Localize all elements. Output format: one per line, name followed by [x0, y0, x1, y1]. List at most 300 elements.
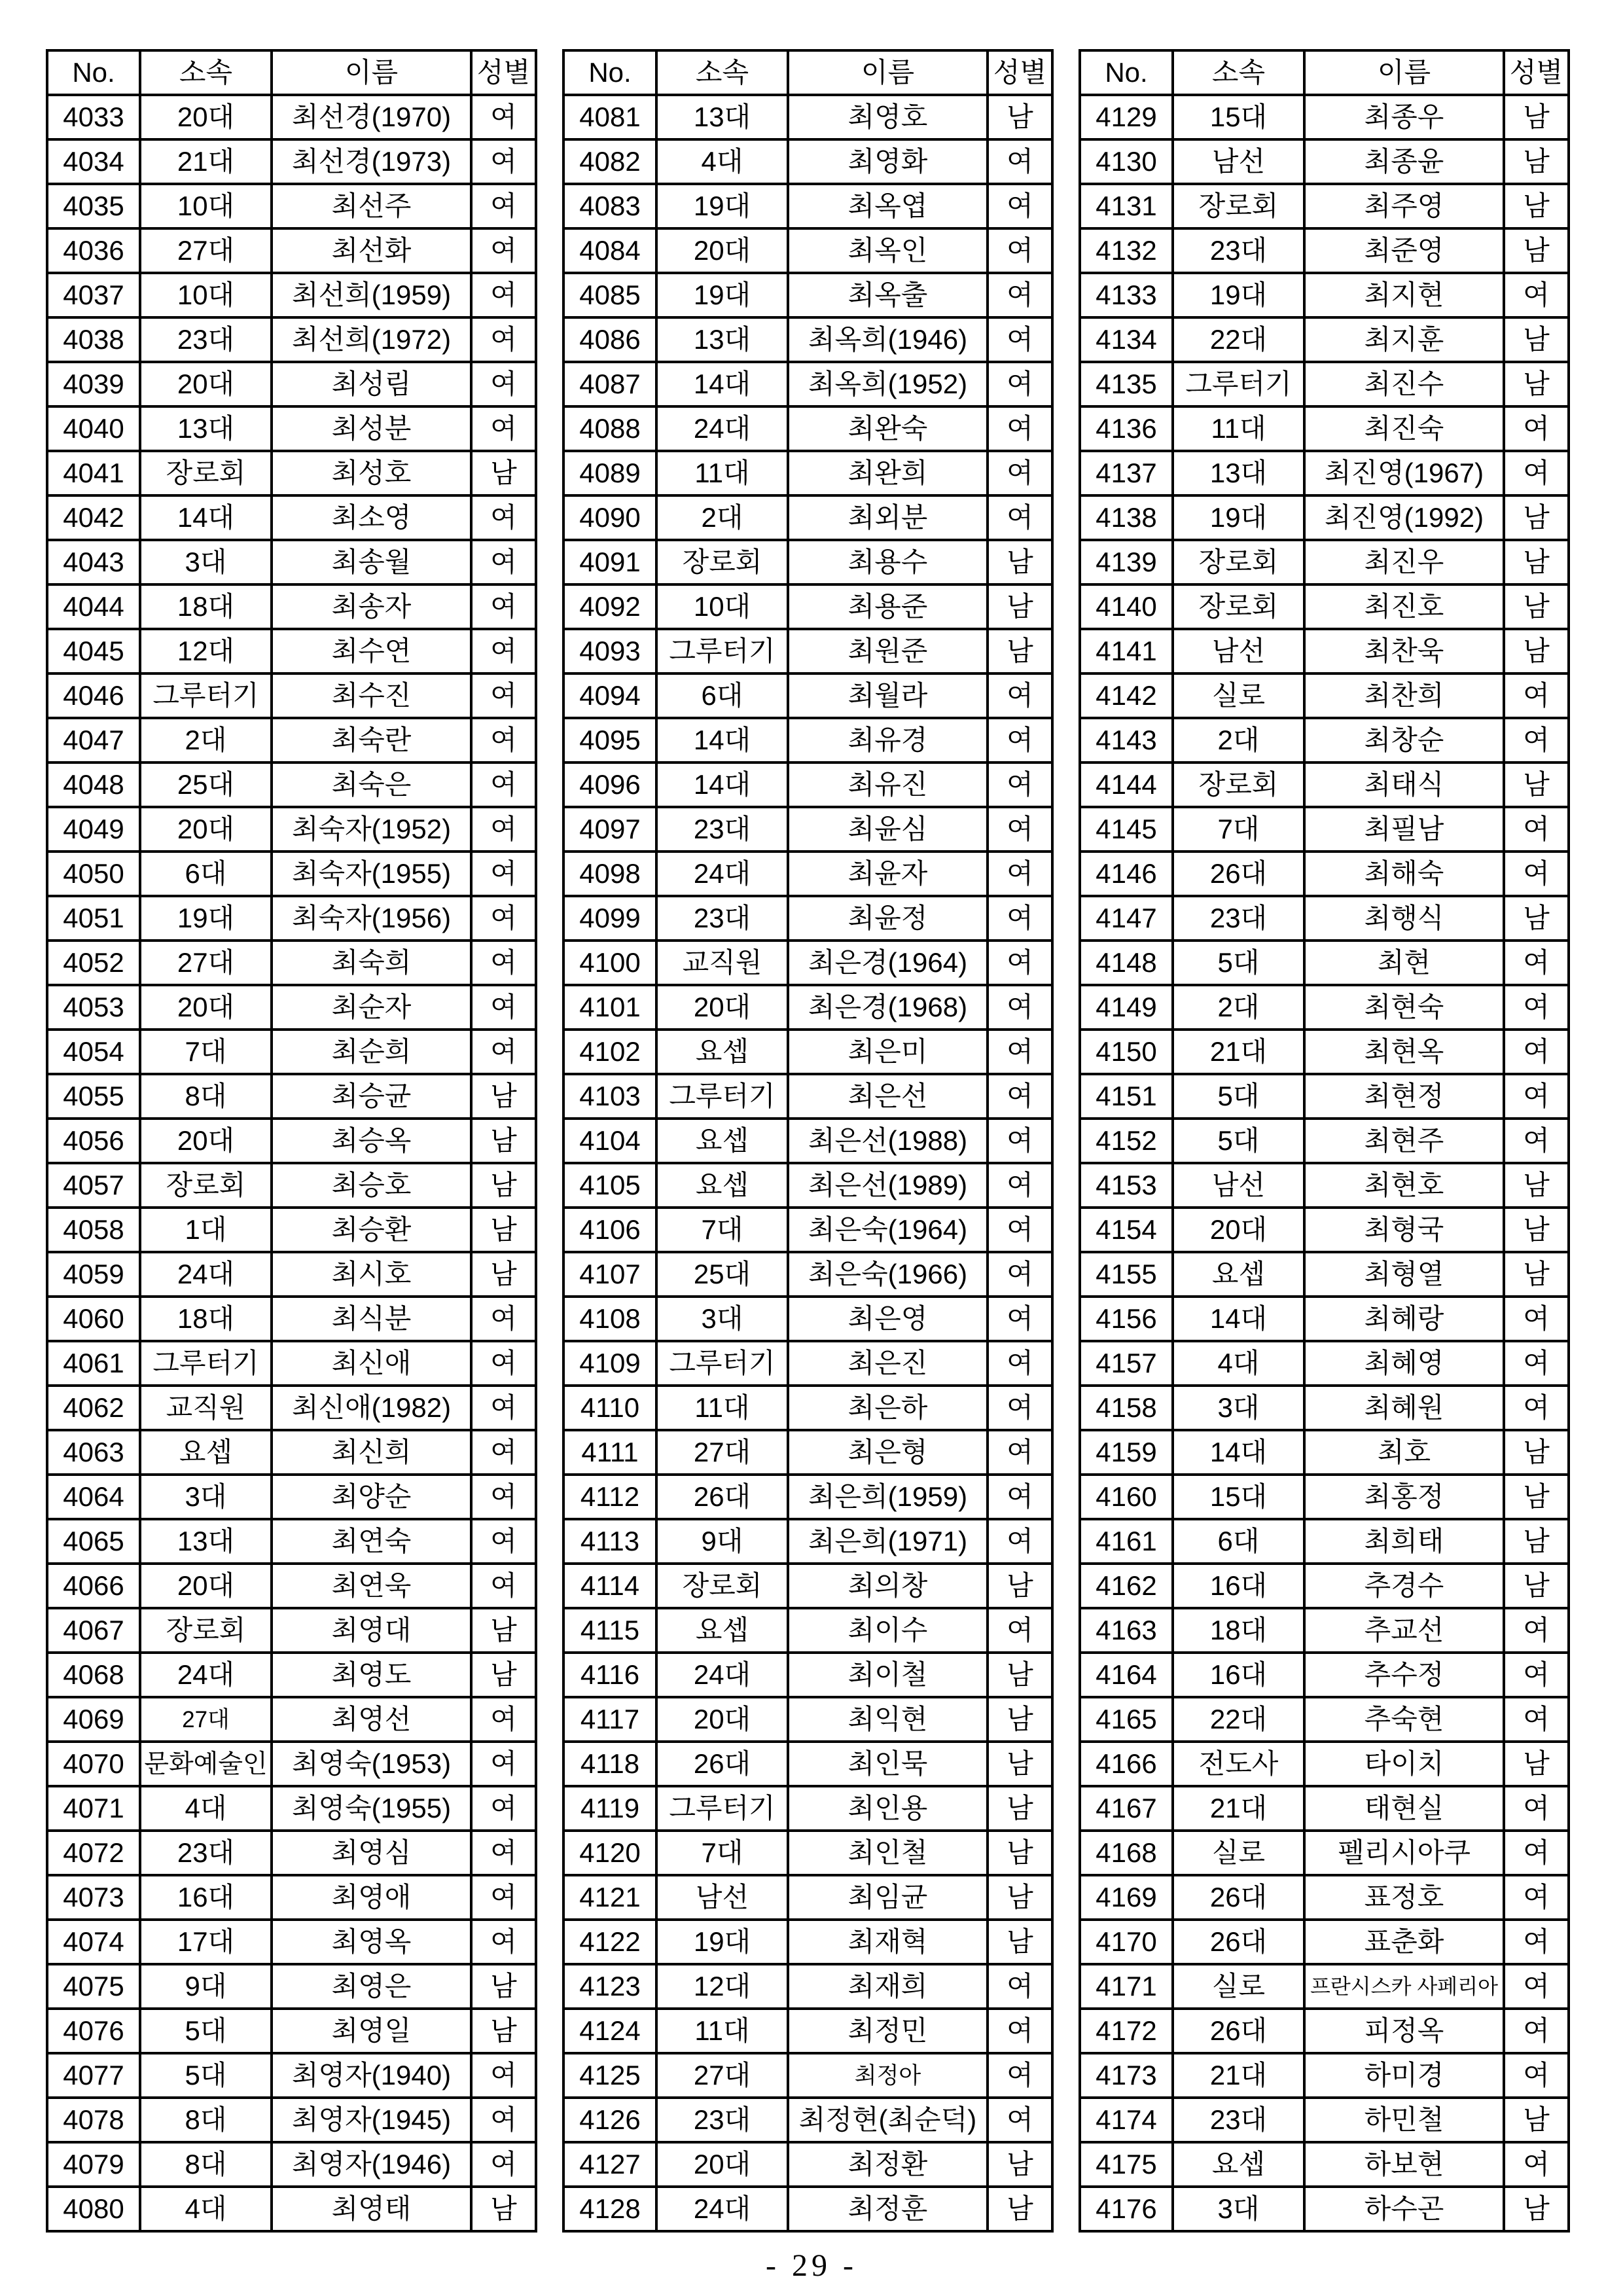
- cell-affiliation: 10대: [140, 273, 272, 317]
- cell-gender: 여: [471, 1297, 536, 1341]
- cell-gender: 남: [1504, 1252, 1569, 1297]
- cell-name: 최수연: [272, 629, 471, 673]
- cell-affiliation: 24대: [656, 2187, 788, 2231]
- cell-name: 최외분: [788, 495, 988, 540]
- cell-gender: 남: [988, 629, 1052, 673]
- cell-gender: 여: [988, 273, 1052, 317]
- table-row: [47, 584, 536, 629]
- cell-no: 4122: [563, 1920, 656, 1964]
- cell-gender: 여: [471, 2142, 536, 2187]
- cell-affiliation: 24대: [656, 852, 788, 896]
- cell-affiliation: 9대: [656, 1519, 788, 1564]
- cell-name: 최재혁: [788, 1920, 988, 1964]
- cell-gender: 여: [471, 1697, 536, 1742]
- table-row: [563, 1786, 1052, 1831]
- cell-name: 최찬희: [1304, 673, 1504, 718]
- cell-gender: 남: [1504, 95, 1569, 139]
- cell-no: 4105: [563, 1163, 656, 1208]
- cell-name: 최월라: [788, 673, 988, 718]
- cell-no: 4137: [1080, 451, 1173, 495]
- table-row: [47, 451, 536, 495]
- cell-name: 최해숙: [1304, 852, 1504, 896]
- table-row: [47, 139, 536, 184]
- cell-affiliation: 23대: [1173, 2098, 1304, 2142]
- cell-no: 4172: [1080, 2009, 1173, 2053]
- cell-gender: 여: [471, 852, 536, 896]
- table-row: [47, 540, 536, 584]
- table-row: [47, 1608, 536, 1653]
- cell-affiliation: 그루터기: [140, 1341, 272, 1386]
- table-row: [563, 1208, 1052, 1252]
- cell-affiliation: 14대: [656, 362, 788, 406]
- cell-no: 4143: [1080, 718, 1173, 762]
- cell-gender: 남: [988, 95, 1052, 139]
- cell-gender: 여: [471, 1742, 536, 1786]
- cell-affiliation: 6대: [656, 673, 788, 718]
- cell-gender: 여: [471, 673, 536, 718]
- cell-gender: 여: [988, 317, 1052, 362]
- cell-affiliation: 요셉: [656, 1030, 788, 1074]
- cell-no: 4132: [1080, 228, 1173, 273]
- table-row: [563, 852, 1052, 896]
- cell-affiliation: 요셉: [656, 1119, 788, 1163]
- cell-affiliation: 23대: [656, 807, 788, 852]
- cell-no: 4100: [563, 941, 656, 985]
- table-row: [563, 1653, 1052, 1697]
- cell-affiliation: 26대: [1173, 1920, 1304, 1964]
- cell-gender: 여: [988, 852, 1052, 896]
- table-row: [563, 362, 1052, 406]
- cell-affiliation: 21대: [1173, 2053, 1304, 2098]
- table-row: [563, 1564, 1052, 1608]
- cell-gender: 남: [1504, 1208, 1569, 1252]
- table-row: [47, 1341, 536, 1386]
- cell-no: 4154: [1080, 1208, 1173, 1252]
- cell-affiliation: 14대: [140, 495, 272, 540]
- cell-affiliation: 13대: [1173, 451, 1304, 495]
- table-row: [47, 807, 536, 852]
- table-row: [563, 718, 1052, 762]
- cell-no: 4089: [563, 451, 656, 495]
- cell-name: 최영애: [272, 1875, 471, 1920]
- cell-affiliation: 5대: [140, 2053, 272, 2098]
- table-row: [1080, 1208, 1569, 1252]
- cell-name: 최윤정: [788, 896, 988, 941]
- cell-affiliation: 16대: [1173, 1564, 1304, 1608]
- cell-gender: 여: [1504, 1920, 1569, 1964]
- table-row: [47, 362, 536, 406]
- cell-name: 최승옥: [272, 1119, 471, 1163]
- cell-gender: 여: [471, 184, 536, 228]
- cell-affiliation: 14대: [656, 718, 788, 762]
- roster-table-1: [46, 49, 537, 2233]
- cell-no: 4061: [47, 1341, 140, 1386]
- cell-name: 최주영: [1304, 184, 1504, 228]
- cell-name: 최진숙: [1304, 406, 1504, 451]
- cell-name: 피정옥: [1304, 2009, 1504, 2053]
- cell-no: 4042: [47, 495, 140, 540]
- cell-affiliation: 20대: [1173, 1208, 1304, 1252]
- cell-no: 4161: [1080, 1519, 1173, 1564]
- table-row: [563, 629, 1052, 673]
- cell-name: 추경수: [1304, 1564, 1504, 1608]
- cell-no: 4068: [47, 1653, 140, 1697]
- cell-no: 4041: [47, 451, 140, 495]
- cell-gender: 여: [988, 1519, 1052, 1564]
- cell-affiliation: 19대: [656, 273, 788, 317]
- table-row: [47, 1475, 536, 1519]
- header-row: [1080, 50, 1569, 95]
- cell-affiliation: 20대: [140, 1564, 272, 1608]
- cell-affiliation: 18대: [1173, 1608, 1304, 1653]
- cell-no: 4077: [47, 2053, 140, 2098]
- cell-affiliation: 26대: [1173, 852, 1304, 896]
- cell-gender: 여: [988, 1074, 1052, 1119]
- table-row: [1080, 95, 1569, 139]
- cell-no: 4144: [1080, 762, 1173, 807]
- table-row: [1080, 852, 1569, 896]
- cell-no: 4048: [47, 762, 140, 807]
- cell-name: 최옥희(1946): [788, 317, 988, 362]
- table-row: [1080, 629, 1569, 673]
- cell-affiliation: 23대: [656, 896, 788, 941]
- cell-name: 최진호: [1304, 584, 1504, 629]
- cell-name: 최선화: [272, 228, 471, 273]
- cell-gender: 여: [988, 362, 1052, 406]
- cell-gender: 남: [471, 1074, 536, 1119]
- cell-no: 4149: [1080, 985, 1173, 1030]
- page-number: - 29 -: [766, 2248, 857, 2283]
- cell-no: 4142: [1080, 673, 1173, 718]
- table-row: [1080, 1564, 1569, 1608]
- cell-affiliation: 14대: [1173, 1430, 1304, 1475]
- table-row: [47, 896, 536, 941]
- cell-name: 최은숙(1966): [788, 1252, 988, 1297]
- cell-name: 최소영: [272, 495, 471, 540]
- cell-no: 4067: [47, 1608, 140, 1653]
- cell-no: 4145: [1080, 807, 1173, 852]
- roster-table-1-body: [47, 95, 536, 2231]
- header-cell-no: No.: [563, 50, 656, 95]
- cell-affiliation: 19대: [656, 1920, 788, 1964]
- cell-no: 4036: [47, 228, 140, 273]
- cell-name: 최영자(1946): [272, 2142, 471, 2187]
- table-row: [563, 2009, 1052, 2053]
- table-row: [563, 1697, 1052, 1742]
- cell-gender: 여: [988, 2098, 1052, 2142]
- cell-affiliation: 14대: [1173, 1297, 1304, 1341]
- cell-no: 4070: [47, 1742, 140, 1786]
- cell-affiliation: 교직원: [656, 941, 788, 985]
- cell-affiliation: 2대: [1173, 718, 1304, 762]
- cell-name: 최희태: [1304, 1519, 1504, 1564]
- cell-affiliation: 10대: [140, 184, 272, 228]
- cell-gender: 여: [988, 1386, 1052, 1430]
- cell-affiliation: 장로회: [656, 540, 788, 584]
- cell-affiliation: 22대: [1173, 1697, 1304, 1742]
- header-cell-gender: 성별: [1504, 50, 1569, 95]
- cell-name: 최선경(1970): [272, 95, 471, 139]
- table-row: [47, 2187, 536, 2231]
- cell-gender: 여: [471, 762, 536, 807]
- cell-gender: 남: [1504, 2098, 1569, 2142]
- cell-affiliation: 11대: [656, 451, 788, 495]
- cell-no: 4076: [47, 2009, 140, 2053]
- cell-no: 4071: [47, 1786, 140, 1831]
- cell-affiliation: 남선: [656, 1875, 788, 1920]
- cell-gender: 여: [988, 896, 1052, 941]
- cell-no: 4088: [563, 406, 656, 451]
- cell-gender: 남: [988, 1697, 1052, 1742]
- cell-affiliation: 13대: [140, 406, 272, 451]
- cell-affiliation: 12대: [656, 1964, 788, 2009]
- cell-no: 4108: [563, 1297, 656, 1341]
- table-row: [1080, 1252, 1569, 1297]
- table-row: [563, 406, 1052, 451]
- table-row: [47, 273, 536, 317]
- cell-affiliation: 20대: [656, 1697, 788, 1742]
- cell-gender: 남: [471, 1119, 536, 1163]
- table-row: [563, 896, 1052, 941]
- cell-affiliation: 9대: [140, 1964, 272, 2009]
- cell-no: 4066: [47, 1564, 140, 1608]
- cell-no: 4170: [1080, 1920, 1173, 1964]
- cell-no: 4107: [563, 1252, 656, 1297]
- cell-name: 최영태: [272, 2187, 471, 2231]
- cell-no: 4157: [1080, 1341, 1173, 1386]
- cell-name: 최진수: [1304, 362, 1504, 406]
- cell-no: 4086: [563, 317, 656, 362]
- table-row: [47, 495, 536, 540]
- header-cell-affiliation: 소속: [140, 50, 272, 95]
- cell-gender: 여: [1504, 941, 1569, 985]
- cell-name: 최영숙(1953): [272, 1742, 471, 1786]
- cell-no: 4038: [47, 317, 140, 362]
- table-row: [563, 2187, 1052, 2231]
- cell-gender: 여: [1504, 1697, 1569, 1742]
- cell-affiliation: 20대: [140, 985, 272, 1030]
- cell-gender: 여: [988, 2009, 1052, 2053]
- table-row: [47, 2142, 536, 2187]
- cell-affiliation: 11대: [656, 2009, 788, 2053]
- cell-name: 최필남: [1304, 807, 1504, 852]
- cell-affiliation: 4대: [1173, 1341, 1304, 1386]
- cell-gender: 남: [988, 1564, 1052, 1608]
- cell-name: 최이수: [788, 1608, 988, 1653]
- cell-gender: 여: [1504, 1786, 1569, 1831]
- table-row: [563, 584, 1052, 629]
- cell-no: 4118: [563, 1742, 656, 1786]
- cell-no: 4047: [47, 718, 140, 762]
- cell-affiliation: 7대: [656, 1831, 788, 1875]
- cell-no: 4169: [1080, 1875, 1173, 1920]
- cell-gender: 여: [1504, 1831, 1569, 1875]
- cell-affiliation: 전도사: [1173, 1742, 1304, 1786]
- cell-name: 최은하: [788, 1386, 988, 1430]
- cell-no: 4039: [47, 362, 140, 406]
- table-row: [1080, 495, 1569, 540]
- cell-affiliation: 24대: [656, 406, 788, 451]
- table-row: [563, 762, 1052, 807]
- cell-no: 4085: [563, 273, 656, 317]
- cell-no: 4173: [1080, 2053, 1173, 2098]
- table-row: [1080, 228, 1569, 273]
- table-row: [47, 2098, 536, 2142]
- table-row: [1080, 673, 1569, 718]
- cell-name: 최숙자(1956): [272, 896, 471, 941]
- table-row: [1080, 1608, 1569, 1653]
- cell-affiliation: 그루터기: [656, 1341, 788, 1386]
- cell-name: 최영도: [272, 1653, 471, 1697]
- cell-gender: 여: [471, 1519, 536, 1564]
- cell-no: 4141: [1080, 629, 1173, 673]
- table-row: [563, 1430, 1052, 1475]
- table-row: [47, 718, 536, 762]
- cell-name: 최숙희: [272, 941, 471, 985]
- table-row: [1080, 1742, 1569, 1786]
- cell-name: 하수곤: [1304, 2187, 1504, 2231]
- cell-no: 4073: [47, 1875, 140, 1920]
- cell-gender: 여: [471, 317, 536, 362]
- cell-name: 최영옥: [272, 1920, 471, 1964]
- cell-no: 4127: [563, 2142, 656, 2187]
- cell-affiliation: 장로회: [1173, 584, 1304, 629]
- cell-name: 최영대: [272, 1608, 471, 1653]
- cell-gender: 여: [988, 184, 1052, 228]
- cell-affiliation: 15대: [1173, 95, 1304, 139]
- cell-affiliation: 장로회: [656, 1564, 788, 1608]
- cell-gender: 여: [1504, 673, 1569, 718]
- cell-no: 4119: [563, 1786, 656, 1831]
- cell-affiliation: 21대: [140, 139, 272, 184]
- cell-name: 최태식: [1304, 762, 1504, 807]
- cell-no: 4050: [47, 852, 140, 896]
- cell-affiliation: 요셉: [656, 1163, 788, 1208]
- table-row: [563, 1475, 1052, 1519]
- cell-name: 최진영(1992): [1304, 495, 1504, 540]
- cell-gender: 여: [471, 985, 536, 1030]
- cell-no: 4054: [47, 1030, 140, 1074]
- cell-no: 4153: [1080, 1163, 1173, 1208]
- header-cell-name: 이름: [272, 50, 471, 95]
- table-row: [563, 228, 1052, 273]
- cell-name: 최영숙(1955): [272, 1786, 471, 1831]
- table-row: [47, 95, 536, 139]
- cell-affiliation: 요셉: [140, 1430, 272, 1475]
- cell-gender: 여: [1504, 1074, 1569, 1119]
- cell-name: 최선희(1959): [272, 273, 471, 317]
- cell-gender: 여: [988, 451, 1052, 495]
- cell-affiliation: 7대: [656, 1208, 788, 1252]
- cell-affiliation: 2대: [1173, 985, 1304, 1030]
- cell-gender: 남: [1504, 540, 1569, 584]
- cell-affiliation: 21대: [1173, 1030, 1304, 1074]
- cell-gender: 여: [471, 718, 536, 762]
- table-row: [563, 1920, 1052, 1964]
- cell-no: 4124: [563, 2009, 656, 2053]
- table-row: [1080, 406, 1569, 451]
- roster-table-3: [1079, 49, 1570, 2233]
- header-cell-gender: 성별: [988, 50, 1052, 95]
- table-row: [563, 95, 1052, 139]
- cell-gender: 남: [988, 2187, 1052, 2231]
- cell-gender: 여: [988, 1252, 1052, 1297]
- cell-affiliation: 19대: [656, 184, 788, 228]
- table-row: [1080, 1519, 1569, 1564]
- table-row: [563, 1163, 1052, 1208]
- cell-gender: 남: [471, 2009, 536, 2053]
- cell-gender: 남: [471, 1608, 536, 1653]
- cell-gender: 여: [1504, 1386, 1569, 1430]
- cell-name: 최신희: [272, 1430, 471, 1475]
- cell-name: 최지훈: [1304, 317, 1504, 362]
- cell-name: 최은영: [788, 1297, 988, 1341]
- cell-no: 4128: [563, 2187, 656, 2231]
- cell-gender: 여: [471, 1564, 536, 1608]
- cell-no: 4150: [1080, 1030, 1173, 1074]
- cell-name: 최영심: [272, 1831, 471, 1875]
- table-row: [563, 1875, 1052, 1920]
- cell-no: 4166: [1080, 1742, 1173, 1786]
- roster-table-3-body: [1080, 95, 1569, 2231]
- cell-affiliation: 남선: [1173, 1163, 1304, 1208]
- table-row: [1080, 896, 1569, 941]
- cell-affiliation: 27대: [656, 2053, 788, 2098]
- table-row: [1080, 1475, 1569, 1519]
- cell-name: 최홍정: [1304, 1475, 1504, 1519]
- cell-no: 4125: [563, 2053, 656, 2098]
- cell-no: 4113: [563, 1519, 656, 1564]
- cell-no: 4147: [1080, 896, 1173, 941]
- cell-no: 4057: [47, 1163, 140, 1208]
- cell-name: 최이철: [788, 1653, 988, 1697]
- cell-gender: 남: [1504, 1519, 1569, 1564]
- cell-name: 최지현: [1304, 273, 1504, 317]
- cell-affiliation: 실로: [1173, 1831, 1304, 1875]
- cell-affiliation: 3대: [1173, 2187, 1304, 2231]
- cell-affiliation: 장로회: [1173, 184, 1304, 228]
- cell-no: 4134: [1080, 317, 1173, 362]
- cell-gender: 여: [471, 139, 536, 184]
- cell-affiliation: 문화예술인: [140, 1742, 272, 1786]
- table-row: [563, 1297, 1052, 1341]
- cell-affiliation: 24대: [656, 1653, 788, 1697]
- table-row: [47, 1920, 536, 1964]
- cell-name: 최옥출: [788, 273, 988, 317]
- cell-affiliation: 26대: [1173, 2009, 1304, 2053]
- cell-affiliation: 26대: [656, 1742, 788, 1786]
- cell-affiliation: 19대: [140, 896, 272, 941]
- cell-affiliation: 남선: [1173, 629, 1304, 673]
- cell-gender: 여: [988, 1608, 1052, 1653]
- cell-name: 최연숙: [272, 1519, 471, 1564]
- cell-no: 4074: [47, 1920, 140, 1964]
- cell-name: 최성림: [272, 362, 471, 406]
- cell-gender: 여: [1504, 2142, 1569, 2187]
- cell-no: 4055: [47, 1074, 140, 1119]
- cell-name: 최숙자(1952): [272, 807, 471, 852]
- cell-affiliation: 6대: [1173, 1519, 1304, 1564]
- cell-no: 4138: [1080, 495, 1173, 540]
- cell-gender: 여: [1504, 2053, 1569, 2098]
- cell-no: 4103: [563, 1074, 656, 1119]
- cell-no: 4081: [563, 95, 656, 139]
- table-row: [563, 673, 1052, 718]
- cell-name: 최현: [1304, 941, 1504, 985]
- cell-gender: 남: [471, 1653, 536, 1697]
- cell-name: 최순희: [272, 1030, 471, 1074]
- table-row: [563, 941, 1052, 985]
